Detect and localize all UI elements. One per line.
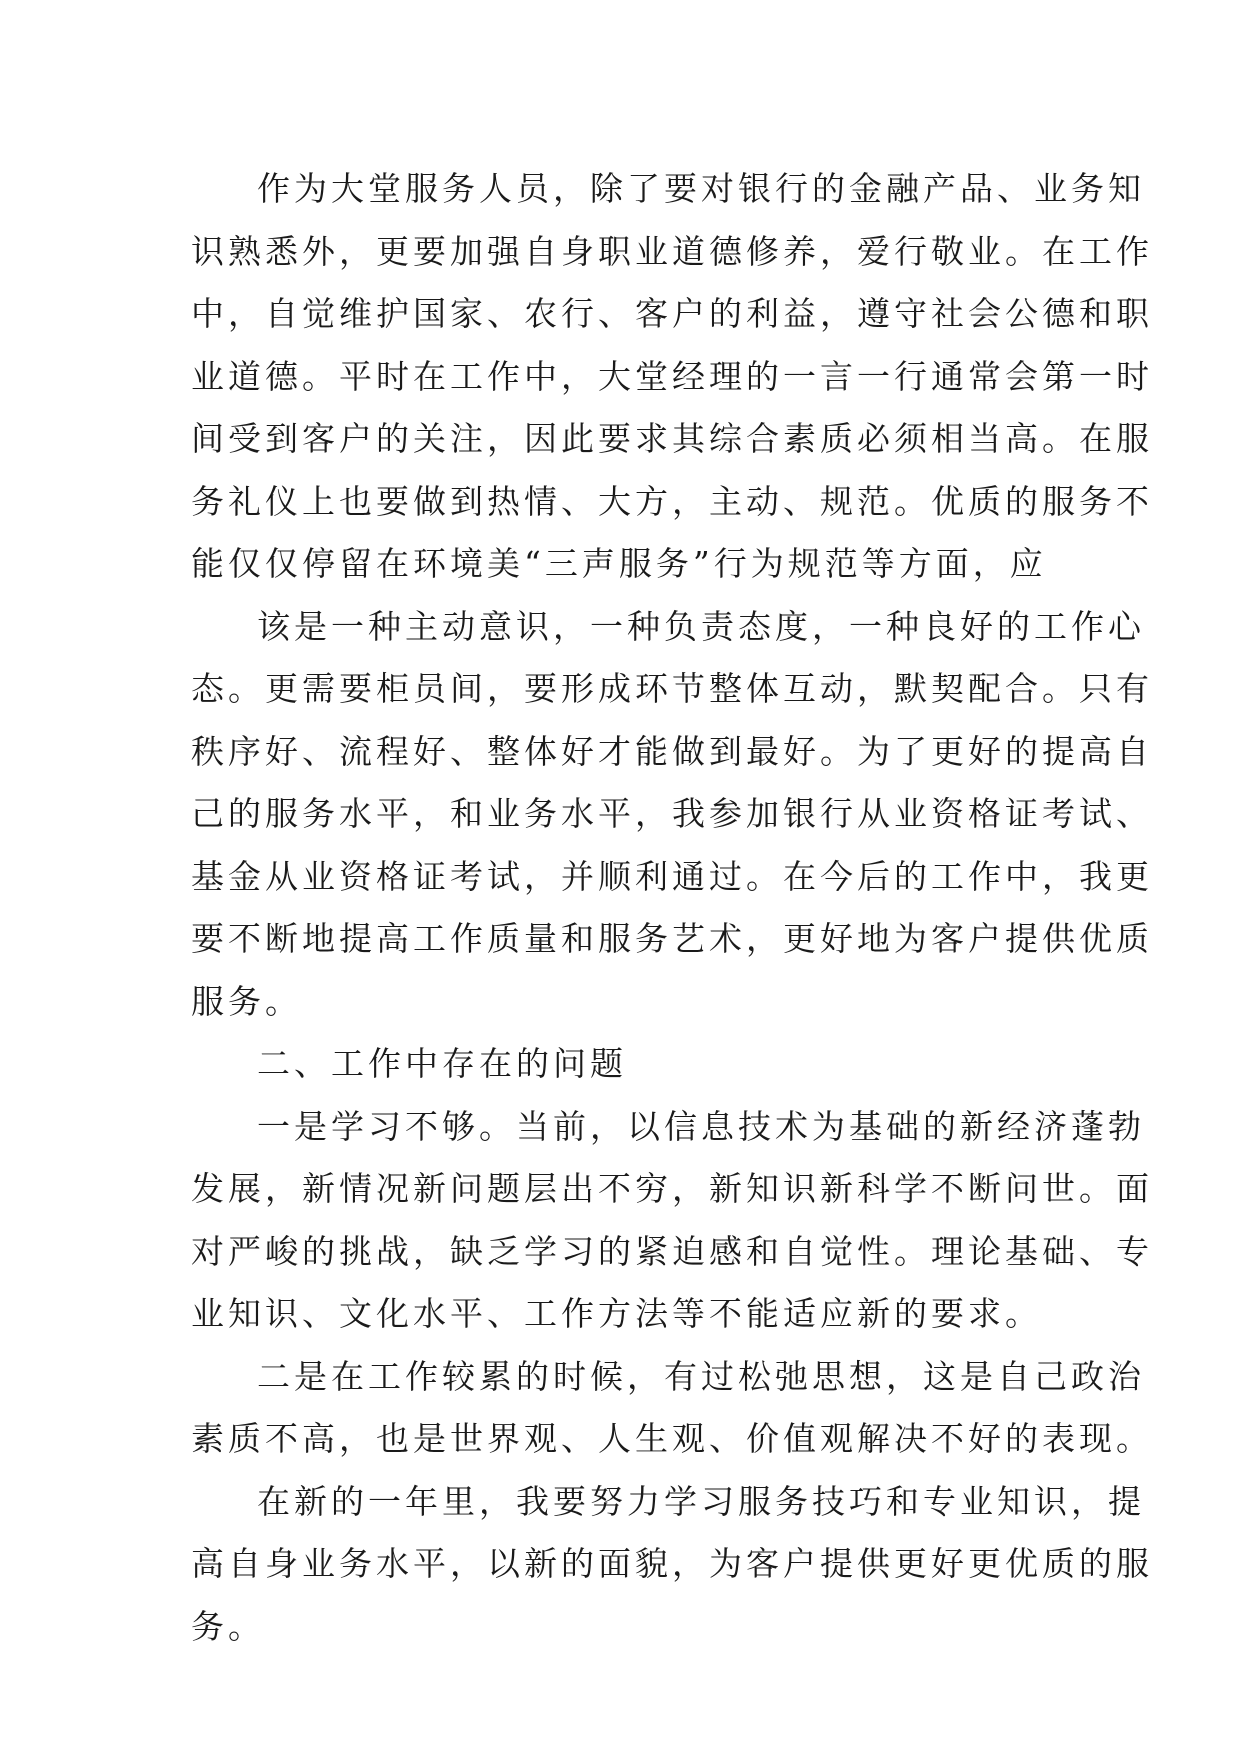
text-line: 秩序好、流程好、整体好才能做到最好。为了更好的提高自 (191, 731, 1153, 771)
text-line: 基金从业资格证考试，并顺利通过。在今后的工作中，我更 (191, 856, 1153, 896)
text-line: 一是学习不够。当前，以信息技术为基础的新经济蓬勃 (257, 1106, 1145, 1146)
text-line: 作为大堂服务人员，除了要对银行的金融产品、业务知 (257, 169, 1145, 208)
text-line: 态。更需要柜员间，要形成环节整体互动，默契配合。只有 (191, 669, 1153, 708)
text-line: 识熟悉外，更要加强自身职业道德修养，爱行敬业。在工作 (191, 231, 1153, 271)
text-line: 要不断地提高工作质量和服务艺术，更好地为客户提供优质 (191, 919, 1153, 958)
text-line: 二是在工作较累的时候，有过松弛思想，这是自己政治 (257, 1356, 1145, 1396)
text-line: 高自身业务水平，以新的面貌，为客户提供更好更优质的服 (191, 1544, 1153, 1583)
document-body (191, 158, 1153, 1658)
text-line: 素质不高，也是世界观、人生观、价值观解决不好的表现。 (191, 1419, 1153, 1458)
text-line: 务。 (191, 1606, 265, 1646)
text-line: 中，自觉维护国家、农行、客户的利益，遵守社会公德和职 (191, 294, 1153, 333)
text-line: 业知识、文化水平、工作方法等不能适应新的要求。 (191, 1294, 1042, 1333)
text-line: 业道德。平时在工作中，大堂经理的一言一行通常会第一时 (191, 356, 1153, 396)
text-line: 该是一种主动意识，一种负责态度，一种良好的工作心 (257, 606, 1145, 646)
text-line: 间受到客户的关注，因此要求其综合素质必须相当高。在服 (191, 419, 1153, 458)
text-line: 务礼仪上也要做到热情、大方，主动、规范。优质的服务不 (191, 481, 1153, 521)
text-line: 服务。 (191, 981, 302, 1021)
text-line: 发展，新情况新问题层出不穷，新知识新科学不断问世。面 (191, 1169, 1153, 1208)
text-line: 能仅仅停留在环境美“三声服务”行为规范等方面，应 (191, 544, 1047, 583)
text-line: 对严峻的挑战，缺乏学习的紧迫感和自觉性。理论基础、专 (191, 1231, 1153, 1271)
text-line: 己的服务水平，和业务水平，我参加银行从业资格证考试、 (191, 794, 1153, 833)
text-line: 二、工作中存在的问题 (257, 1044, 627, 1083)
text-line: 在新的一年里，我要努力学习服务技巧和专业知识，提 (257, 1481, 1145, 1521)
